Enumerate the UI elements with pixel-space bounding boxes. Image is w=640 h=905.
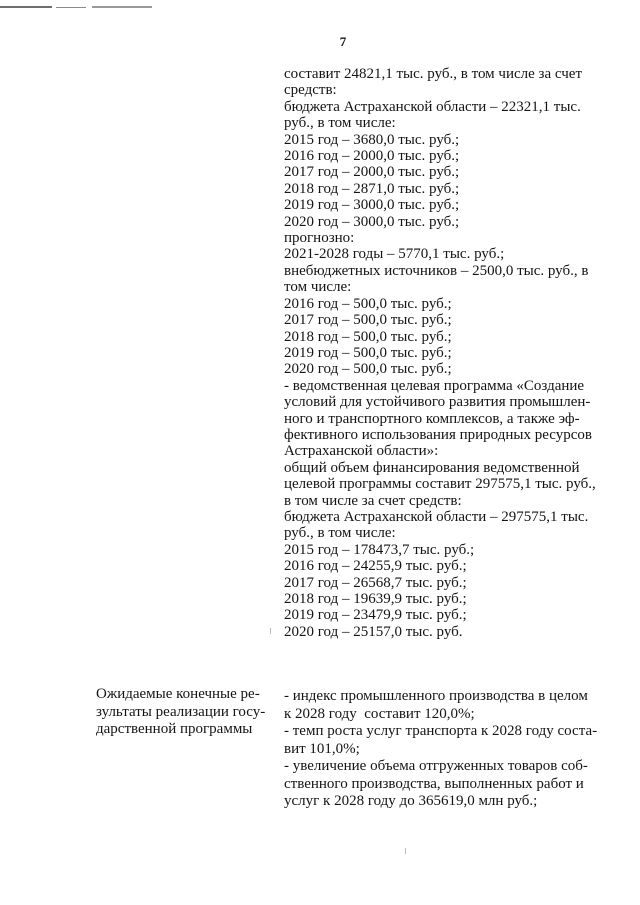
text-line: 2018 год – 500,0 тыс. руб.; [284,328,452,345]
text-line: 2016 год – 24255,9 тыс. руб.; [284,558,467,575]
section-label-line: Ожидаемые конечные ре- [96,686,260,702]
text-line: фективного использования природных ресурсов [284,426,592,443]
result-line: ственного производства, выполненных работ и [284,775,584,792]
result-line: - темп роста услуг транспорта к 2028 году соста- [284,723,598,739]
text-line: 2016 год – 500,0 тыс. руб.; [284,295,452,312]
result-line: услуг к 2028 году до 365619,0 млн руб.; [284,793,538,809]
text-line: составит 24821,1 тыс. руб., в том числе за счет [284,66,582,82]
scan-speck [405,848,406,854]
text-line: 2015 год – 3680,0 тыс. руб.; [284,131,460,148]
page-number: 7 [339,34,347,49]
scan-edge-mark [0,6,160,9]
text-line: 2019 год – 500,0 тыс. руб.; [284,344,452,361]
text-line: 2020 год – 3000,0 тыс. руб.; [284,213,460,230]
text-line: руб., в том числе: [284,115,396,132]
text-line: 2019 год – 23479,9 тыс. руб.; [284,607,467,624]
text-line: - ведомственная целевая программа «Создание [284,377,585,394]
section-label [96,686,276,739]
text-line: бюджета Астраханской области – 22321,1 тыс. [284,98,581,115]
text-line: 2018 год – 19639,9 тыс. руб.; [284,591,467,607]
text-line: прогнозно: [284,230,355,247]
text-line: внебюджетных источников – 2500,0 тыс. руб., в [284,262,589,279]
text-line: 2017 год – 500,0 тыс. руб.; [284,312,452,329]
text-line: 2017 год – 26568,7 тыс. руб.; [284,574,467,591]
text-line: общий объем финансирования ведомственной [284,459,580,476]
section-label-line: дарственной программы [96,721,253,737]
text-line: том числе: [284,279,352,296]
text-line: руб., в том числе: [284,525,396,542]
text-line: бюджета Астраханской области – 297575,1 тыс. [284,508,589,525]
text-line: 2017 год – 2000,0 тыс. руб.; [284,164,460,181]
result-line: к 2028 году составит 120,0%; [284,705,475,722]
text-line: 2016 год – 2000,0 тыс. руб.; [284,148,460,165]
text-line: 2021-2028 годы – 5770,1 тыс. руб.; [284,246,505,263]
text-line: условий для устойчивого развития промышлен- [284,394,591,411]
text-line: 2015 год – 178473,7 тыс. руб.; [284,541,475,558]
text-line: Астраханской области»: [284,443,439,460]
funding-text-block [284,66,606,640]
text-line: 2020 год – 500,0 тыс. руб.; [284,361,452,378]
result-line: вит 101,0%; [284,740,360,757]
text-line: в том числе за счет средств: [284,492,462,509]
expected-results-block [284,688,606,811]
text-line: 2020 год – 25157,0 тыс. руб. [284,623,463,640]
result-line: - индекс промышленного производства в целом [284,688,588,704]
text-line: ного и транспортного комплексов, а также эф- [284,410,580,427]
result-line: - увеличение объема отгруженных товаров соб- [284,758,588,774]
section-label-line: зультаты реализации госу- [96,703,266,720]
text-line: 2019 год – 3000,0 тыс. руб.; [284,197,460,214]
scan-speck [270,628,271,634]
text-line: целевой программы составит 297575,1 тыс. руб., [284,476,596,493]
text-line: средств: [284,82,337,99]
text-line: 2018 год – 2871,0 тыс. руб.; [284,180,460,197]
